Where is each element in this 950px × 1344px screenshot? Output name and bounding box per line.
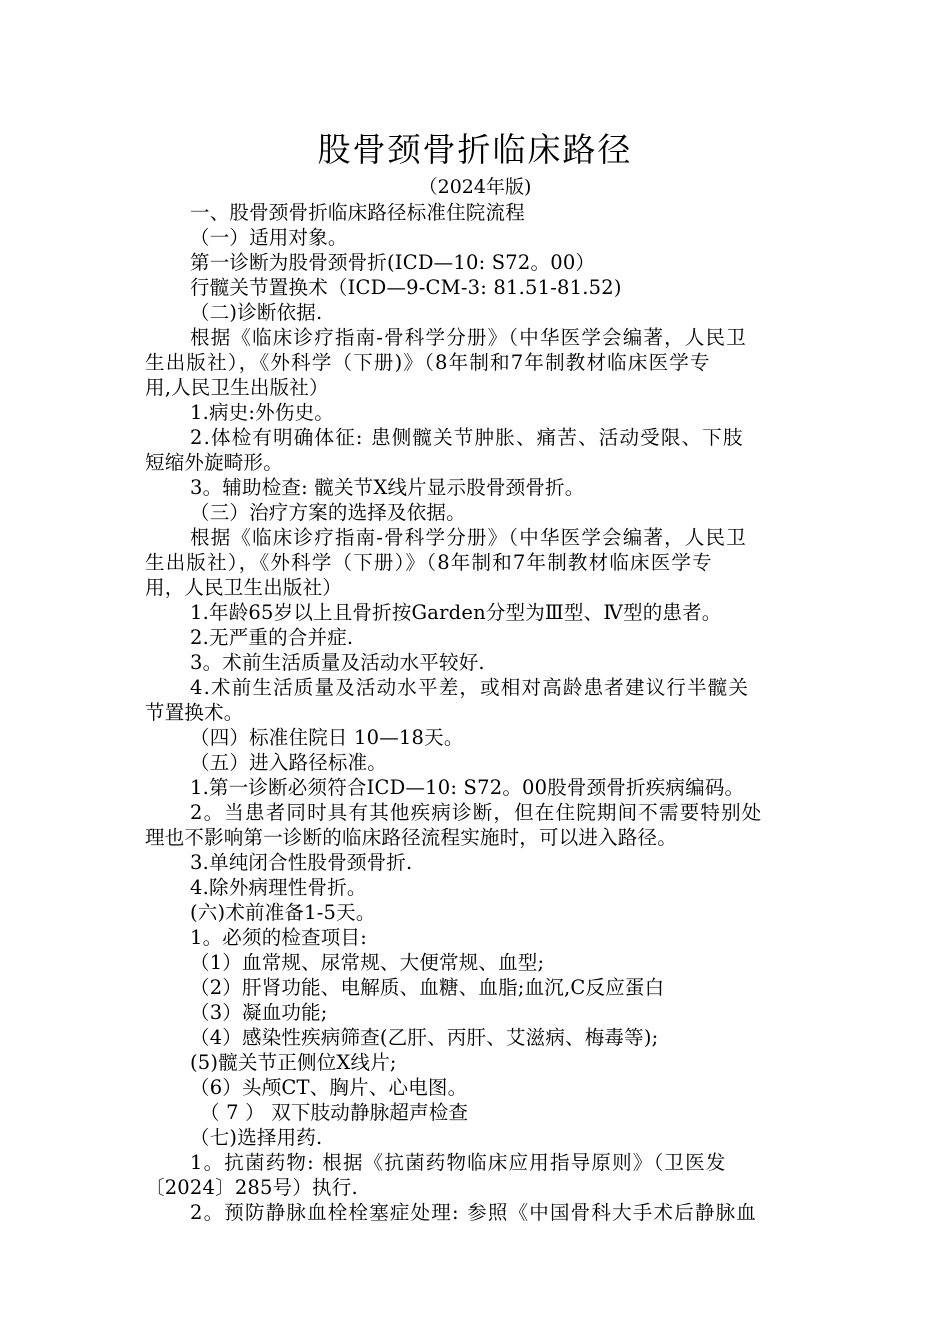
- text-line: （1）血常规、尿常规、大便常规、血型;: [190, 951, 545, 974]
- text-line: 第一诊断为股骨颈骨折(ICD—10: S72。00）: [190, 251, 596, 274]
- text-line: （七)选择用药.: [190, 1126, 323, 1149]
- text-line: 1.年龄65岁以上且骨折按Garden分型为Ⅲ型、Ⅳ型的患者。: [190, 601, 722, 624]
- text-line: 生出版社），《外科学（下册)》（8年制和7年制教材临床医学专: [145, 351, 711, 374]
- text-line: （ 7 ） 双下肢动静脉超声检查: [200, 1101, 469, 1124]
- text-line: 节置换术。: [145, 701, 244, 724]
- text-line: （四）标准住院日 10—18天。: [190, 726, 464, 749]
- text-line: （五）进入路径标准。: [190, 751, 388, 774]
- text-line: 理也不影响第一诊断的临床路径流程实施时，可以进入路径。: [145, 826, 677, 849]
- text-line: 3。辅助检查: 髋关节X线片显示股骨颈骨折。: [190, 476, 585, 499]
- text-line: 1.病史:外伤史。: [190, 401, 334, 424]
- text-line: 根据《临床诊疗指南-骨科学分册》（中华医学会编著，人民卫: [190, 326, 747, 349]
- text-line: （3）凝血功能;: [190, 1001, 328, 1024]
- text-line: （6）头颅CT、胸片、心电图。: [190, 1076, 468, 1099]
- text-line: 短缩外旋畸形。: [145, 451, 283, 474]
- text-line: （2）肝肾功能、电解质、血糖、血脂;血沉,C反应蛋白: [190, 976, 665, 999]
- text-line: 4.除外病理性骨折。: [190, 876, 367, 899]
- text-line: 生出版社），《外科学（下册）》（8年制和7年制教材临床医学专: [145, 551, 713, 574]
- text-line: 〔2024〕285号）执行.: [145, 1176, 358, 1199]
- text-line: 1。抗菌药物: 根据《抗菌药物临床应用指导原则》（卫医发: [190, 1151, 727, 1174]
- text-line: 一、股骨颈骨折临床路径标准住院流程: [190, 201, 525, 224]
- text-line: (5)髋关节正侧位X线片;: [190, 1051, 397, 1074]
- text-line: 1.第一诊断必须符合ICD—10: S72。00股骨颈骨折疾病编码。: [190, 776, 745, 799]
- text-line: 3.单纯闭合性股骨颈骨折.: [190, 851, 413, 874]
- text-line: 2.无严重的合并症.: [190, 626, 354, 649]
- text-line: 行髋关节置换术（ICD—9-CM-3: 81.51-81.52): [190, 276, 622, 299]
- text-line: （二)诊断依据.: [190, 301, 323, 324]
- text-line: （三）治疗方案的选择及依据。: [190, 501, 466, 524]
- text-line: （4）感染性疾病筛查(乙肝、丙肝、艾滋病、梅毒等);: [190, 1026, 659, 1049]
- text-line: 1。必须的检查项目:: [190, 926, 367, 949]
- text-line: 根据《临床诊疗指南-骨科学分册》（中华医学会编著，人民卫: [190, 526, 747, 549]
- text-line: (六)术前准备1-5天。: [190, 901, 376, 924]
- text-line: （一）适用对象。: [190, 226, 348, 249]
- text-line: 2。当患者同时具有其他疾病诊断，但在住院期间不需要特别处: [190, 801, 763, 824]
- text-line: 2。预防静脉血栓栓塞症处理: 参照《中国骨科大手术后静脉血: [190, 1201, 757, 1224]
- text-line: 用，人民卫生出版社）: [145, 576, 343, 599]
- text-line: 4.术前生活质量及活动水平差，或相对高龄患者建议行半髋关: [190, 676, 750, 699]
- text-line: 用,人民卫生出版社）: [145, 376, 329, 399]
- document-subtitle: （2024年版): [418, 176, 532, 198]
- text-line: 2.体检有明确体征: 患侧髋关节肿胀、痛苦、活动受限、下肢: [190, 426, 744, 449]
- text-line: 3。术前生活质量及活动水平较好.: [190, 651, 485, 674]
- document-title: 股骨颈骨折临床路径: [317, 130, 633, 169]
